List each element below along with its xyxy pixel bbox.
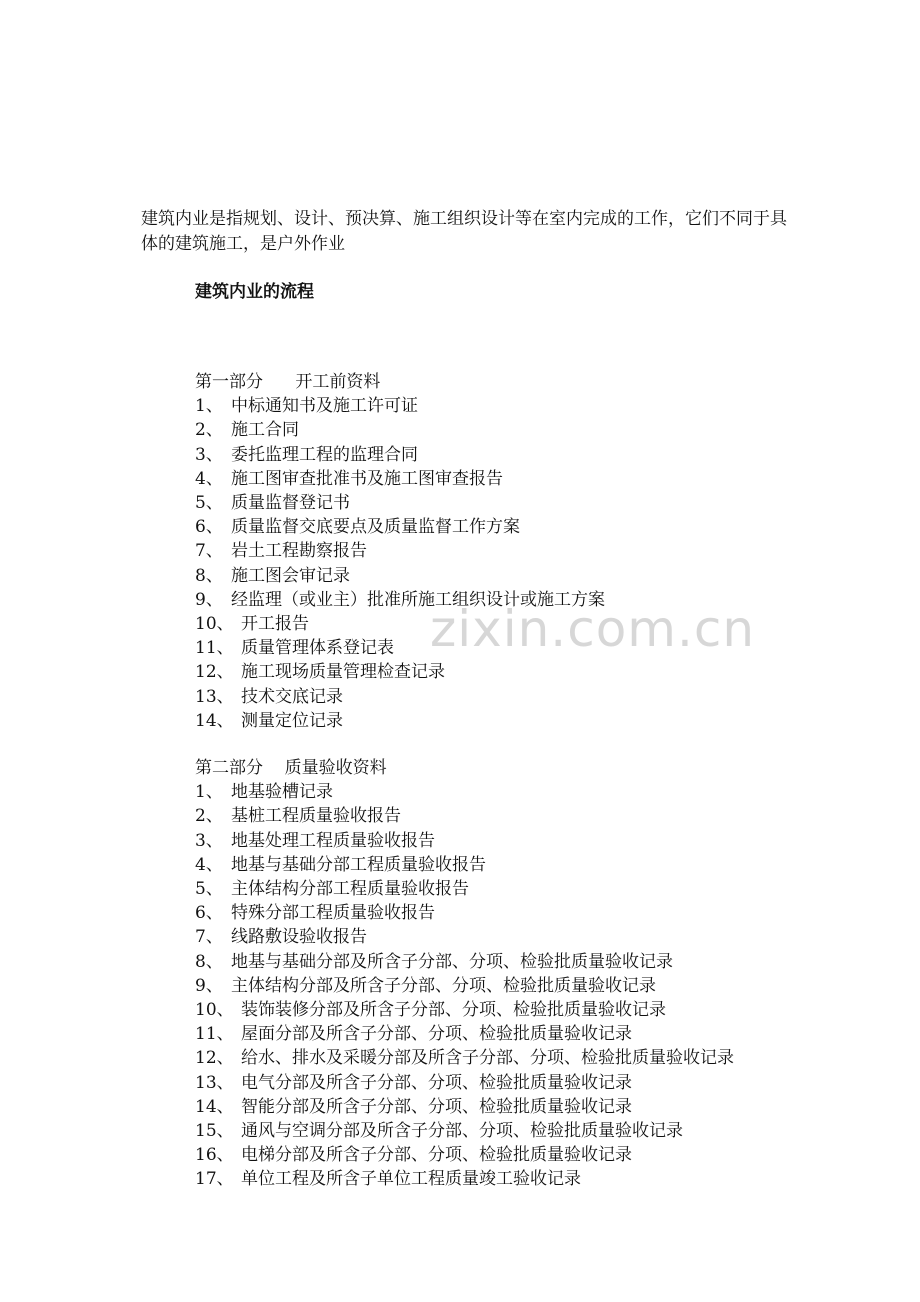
list-item — [195, 467, 835, 491]
item-text: 质量监督登记书 — [231, 493, 350, 514]
item-number: 13、 — [195, 1072, 234, 1093]
item-text: 电气分部及所含子分部、分项、检验批质量验收记录 — [241, 1072, 632, 1093]
list-item — [195, 1022, 835, 1046]
item-number: 2、 — [195, 420, 223, 441]
list-item — [195, 1167, 835, 1191]
item-text: 地基处理工程质量验收报告 — [231, 830, 435, 851]
list-item — [195, 1143, 835, 1167]
item-text: 地基与基础分部工程质量验收报告 — [231, 854, 486, 875]
item-text: 质量管理体系登记表 — [241, 638, 394, 659]
item-number: 12、 — [195, 662, 234, 683]
list-item — [195, 877, 835, 901]
item-number: 8、 — [195, 951, 223, 972]
item-number: 17、 — [195, 1169, 234, 1190]
item-number: 7、 — [195, 927, 223, 948]
item-number: 6、 — [195, 903, 223, 924]
item-text: 施工现场质量管理检查记录 — [241, 662, 445, 683]
item-number: 13、 — [195, 686, 234, 707]
section-pre-construction — [195, 370, 835, 733]
item-number: 15、 — [195, 1121, 234, 1142]
item-number: 16、 — [195, 1145, 234, 1166]
section-quality-acceptance — [195, 756, 835, 1192]
item-text: 测量定位记录 — [241, 710, 343, 731]
item-text: 线路敷设验收报告 — [231, 927, 367, 948]
section-title: 第二部分 质量验收资料 — [195, 758, 387, 778]
list-item — [195, 394, 835, 418]
item-text: 屋面分部及所含子分部、分项、检验批质量验收记录 — [241, 1024, 632, 1045]
list-item — [195, 612, 835, 636]
list-item — [195, 950, 835, 974]
item-number: 9、 — [195, 589, 223, 610]
item-text: 岩土工程勘察报告 — [231, 541, 367, 562]
item-number: 6、 — [195, 517, 223, 538]
item-number: 12、 — [195, 1048, 234, 1069]
item-number: 8、 — [195, 565, 223, 586]
item-number: 11、 — [195, 638, 234, 659]
list-item — [195, 660, 835, 684]
item-text: 装饰装修分部及所含子分部、分项、检验批质量验收记录 — [241, 1000, 666, 1021]
page-heading: 建筑内业的流程 — [195, 282, 314, 302]
item-text: 施工图审查批准书及施工图审查报告 — [231, 468, 503, 489]
item-text: 施工合同 — [231, 420, 299, 441]
list-item — [195, 539, 835, 563]
item-text: 开工报告 — [241, 614, 309, 635]
list-item — [195, 709, 835, 733]
item-text: 电梯分部及所含子分部、分项、检验批质量验收记录 — [241, 1145, 632, 1166]
intro-paragraph: 建筑内业是指规划、设计、预决算、施工组织设计等在室内完成的工作，它们不同于具体的建筑施工，是户外作业 — [141, 209, 787, 254]
item-text: 施工图会审记录 — [231, 565, 350, 586]
item-list — [195, 780, 835, 1191]
item-number: 5、 — [195, 493, 223, 514]
item-text: 委托监理工程的监理合同 — [231, 444, 418, 465]
item-number: 10、 — [195, 1000, 234, 1021]
list-item — [195, 804, 835, 828]
item-number: 4、 — [195, 854, 223, 875]
item-number: 9、 — [195, 975, 223, 996]
item-number: 3、 — [195, 830, 223, 851]
item-text: 经监理（或业主）批准所施工组织设计或施工方案 — [231, 589, 605, 610]
list-item — [195, 853, 835, 877]
item-number: 14、 — [195, 710, 234, 731]
item-number: 10、 — [195, 614, 234, 635]
item-text: 质量监督交底要点及质量监督工作方案 — [231, 517, 520, 538]
item-text: 主体结构分部工程质量验收报告 — [231, 879, 469, 900]
list-item — [195, 1095, 835, 1119]
item-number: 3、 — [195, 444, 223, 465]
item-text: 地基验槽记录 — [231, 782, 333, 803]
item-text: 智能分部及所含子分部、分项、检验批质量验收记录 — [241, 1096, 632, 1117]
list-item — [195, 515, 835, 539]
list-item — [195, 418, 835, 442]
list-item — [195, 998, 835, 1022]
list-item — [195, 564, 835, 588]
item-text: 单位工程及所含子单位工程质量竣工验收记录 — [241, 1169, 581, 1190]
item-number: 1、 — [195, 396, 223, 417]
list-item — [195, 1046, 835, 1070]
list-item — [195, 925, 835, 949]
list-item — [195, 491, 835, 515]
item-number: 5、 — [195, 879, 223, 900]
list-item — [195, 780, 835, 804]
item-text: 地基与基础分部及所含子分部、分项、检验批质量验收记录 — [231, 951, 673, 972]
item-number: 1、 — [195, 782, 223, 803]
list-item — [195, 1071, 835, 1095]
item-number: 4、 — [195, 468, 223, 489]
item-text: 技术交底记录 — [241, 686, 343, 707]
list-item — [195, 443, 835, 467]
item-text: 通风与空调分部及所含子分部、分项、检验批质量验收记录 — [241, 1121, 683, 1142]
list-item — [195, 588, 835, 612]
item-number: 11、 — [195, 1024, 234, 1045]
item-text: 主体结构分部及所含子分部、分项、检验批质量验收记录 — [231, 975, 656, 996]
list-item — [195, 901, 835, 925]
item-text: 给水、排水及采暖分部及所含子分部、分项、检验批质量验收记录 — [241, 1048, 734, 1069]
section-title: 第一部分 开工前资料 — [195, 372, 381, 392]
list-item — [195, 685, 835, 709]
list-item — [195, 974, 835, 998]
item-number: 7、 — [195, 541, 223, 562]
item-text: 特殊分部工程质量验收报告 — [231, 903, 435, 924]
list-item — [195, 829, 835, 853]
list-item — [195, 636, 835, 660]
watermark-text: zixin.com.cn — [430, 600, 756, 658]
item-text: 基桩工程质量验收报告 — [231, 806, 401, 827]
item-text: 中标通知书及施工许可证 — [231, 396, 418, 417]
item-number: 2、 — [195, 806, 223, 827]
item-list — [195, 394, 835, 733]
list-item — [195, 1119, 835, 1143]
item-number: 14、 — [195, 1096, 234, 1117]
